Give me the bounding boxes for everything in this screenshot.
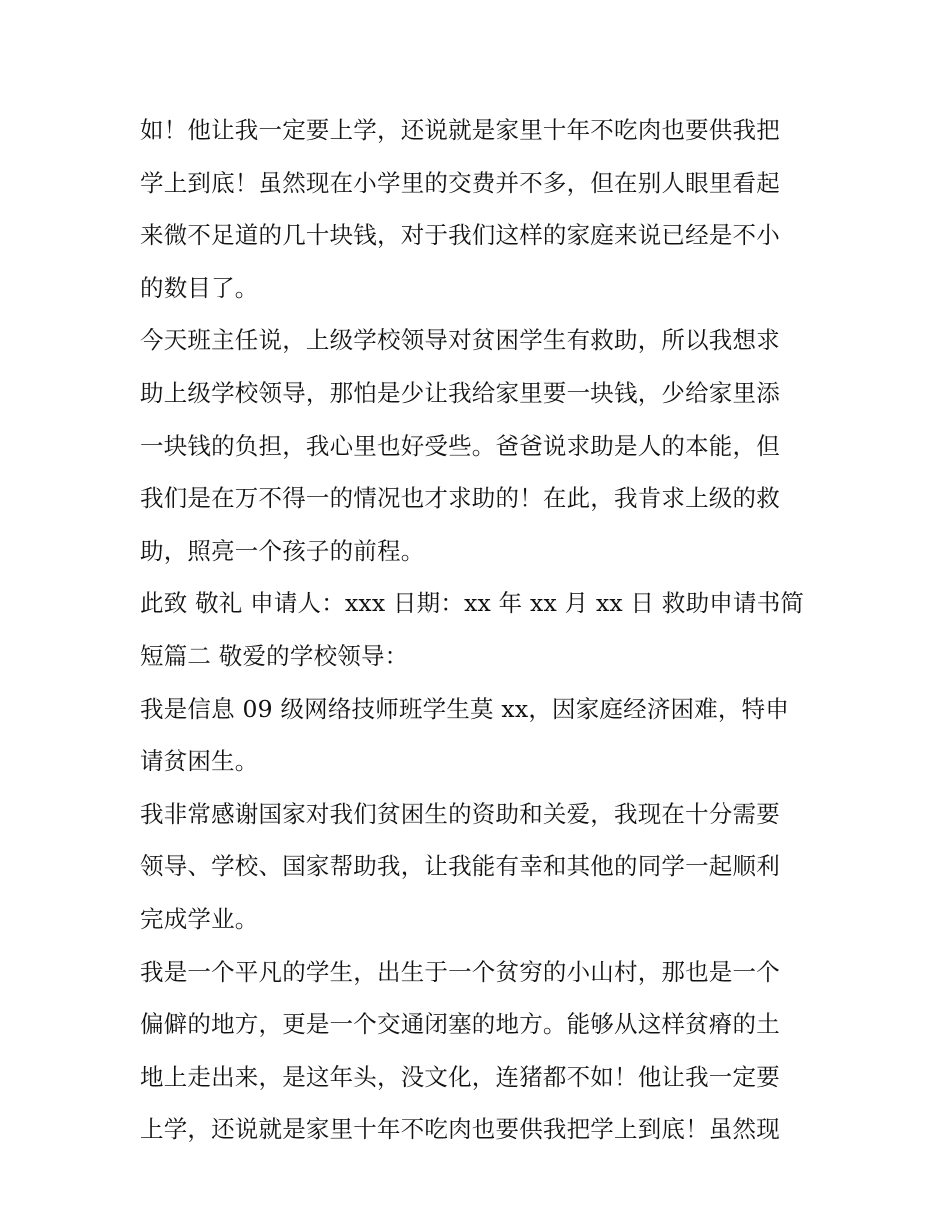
text-line: 请贫困生。	[140, 747, 259, 776]
paragraph	[140, 581, 814, 686]
text-line: 偏僻的地方，更是一个交通闭塞的地方。能够从这样贫瘠的土	[140, 1010, 780, 1039]
text-line: 如！他让我一定要上学，还说就是家里十年不吃肉也要供我把	[140, 116, 780, 144]
paragraph	[140, 108, 814, 318]
text-line: 完成学业。	[140, 904, 259, 933]
text-line: 领导、学校、国家帮助我，让我能有幸和其他的同学一起顺利	[140, 852, 780, 881]
document-body	[140, 108, 814, 1160]
text-line: 来微不足道的几十块钱，对于我们这样的家庭来说已经是不小	[140, 221, 780, 250]
text-line: 我是信息 09 级网络技师班学生莫 xx，因家庭经济困难，特申	[140, 694, 790, 723]
text-line: 学上到底！虽然现在小学里的交费并不多，但在别人眼里看起	[140, 168, 780, 197]
text-line: 我们是在万不得一的情况也才求助的！在此，我肯求上级的救	[140, 484, 780, 513]
text-line: 今天班主任说，上级学校领导对贫困学生有救助，所以我想求	[140, 326, 780, 355]
text-line: 助上级学校领导，那怕是少让我给家里要一块钱，少给家里添	[140, 378, 780, 407]
text-line: 此致 敬礼 申请人：xxx 日期：xx 年 xx 月 xx 日 救助申请书简	[140, 589, 805, 618]
paragraph	[140, 950, 814, 1160]
text-line: 我是一个平凡的学生，出生于一个贫穷的小山村，那也是一个	[140, 957, 780, 986]
text-line: 地上走出来，是这年头，没文化，连猪都不如！他让我一定要	[140, 1062, 780, 1091]
text-line: 短篇二 敬爱的学校领导：	[140, 641, 409, 670]
text-line: 的数目了。	[140, 273, 259, 302]
text-line: 我非常感谢国家对我们贫困生的资助和关爱，我现在十分需要	[140, 799, 780, 828]
text-line: 上学，还说就是家里十年不吃肉也要供我把学上到底！虽然现	[140, 1115, 780, 1144]
paragraph	[140, 687, 814, 792]
text-line: 一块钱的负担，我心里也好受些。爸爸说求助是人的本能，但	[140, 431, 780, 460]
paragraph	[140, 318, 814, 581]
paragraph	[140, 792, 814, 950]
text-line: 助，照亮一个孩子的前程。	[140, 536, 425, 565]
